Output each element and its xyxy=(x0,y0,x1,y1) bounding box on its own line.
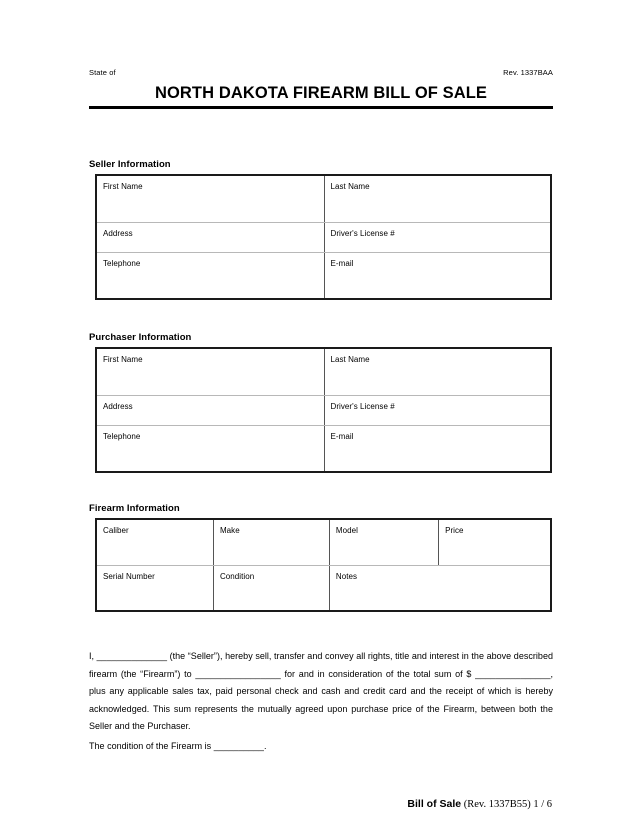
firearm-information-table xyxy=(95,518,552,612)
header-meta-row xyxy=(89,68,553,78)
firearm-section-heading: Firearm Information xyxy=(89,503,180,514)
agreement-paragraph: I, ______________ (the “Seller”), hereby sell, transfer and convey all rights, title and interest in the above described firearm (the “Firearm”) to _________________ for and in consideration of the total sum of $ _______________, plus any applicable sales tax, paid personal check and cash and credit card and the receipt of which is hereby acknowledged. This sum represents the mutually agreed upon purchase price of the Firearm, between both the Seller and the Purchaser. xyxy=(89,651,553,731)
firearm-condition-cell[interactable]: Condition xyxy=(213,566,329,610)
table-row xyxy=(97,349,550,395)
firearm-model-cell[interactable]: Model xyxy=(329,520,438,565)
table-row xyxy=(97,425,550,471)
firearm-serial-number-cell[interactable]: Serial Number xyxy=(103,572,155,581)
purchaser-section-heading: Purchaser Information xyxy=(89,332,192,343)
seller-last-name-cell[interactable]: Last Name xyxy=(324,176,551,222)
table-row xyxy=(97,252,550,298)
document-header xyxy=(89,68,553,109)
seller-information-table xyxy=(95,174,552,300)
seller-section-heading: Seller Information xyxy=(89,159,171,170)
page-footer xyxy=(407,798,552,810)
page-title: NORTH DAKOTA FIREARM BILL OF SALE xyxy=(154,84,488,102)
seller-email-cell[interactable]: E-mail xyxy=(324,253,551,298)
firearm-caliber-cell[interactable]: Caliber xyxy=(103,526,129,535)
seller-telephone-cell[interactable]: Telephone xyxy=(103,259,141,268)
title-divider xyxy=(89,106,553,109)
table-row xyxy=(97,222,550,252)
purchaser-email-cell[interactable]: E-mail xyxy=(324,426,551,471)
table-row xyxy=(97,395,550,425)
firearm-make-cell[interactable]: Make xyxy=(213,520,329,565)
table-row xyxy=(97,520,550,565)
firearm-notes-cell[interactable]: Notes xyxy=(329,566,550,610)
table-row xyxy=(97,176,550,222)
seller-drivers-license-cell[interactable]: Driver's License # xyxy=(324,223,551,252)
purchaser-telephone-cell[interactable]: Telephone xyxy=(103,432,141,441)
purchaser-last-name-cell[interactable]: Last Name xyxy=(324,349,551,395)
purchaser-address-cell[interactable]: Address xyxy=(103,402,133,411)
condition-paragraph: The condition of the Firearm is __________. xyxy=(89,741,267,751)
firearm-price-cell[interactable]: Price xyxy=(438,520,550,565)
purchaser-drivers-license-cell[interactable]: Driver's License # xyxy=(324,396,551,425)
footer-revision-page: (Rev. 1337B55) 1 / 6 xyxy=(461,799,552,810)
purchaser-first-name-cell[interactable]: First Name xyxy=(103,355,143,364)
seller-first-name-cell[interactable]: First Name xyxy=(103,182,143,191)
purchaser-information-table xyxy=(95,347,552,473)
footer-title: Bill of Sale xyxy=(407,798,462,810)
revision-code: Rev. 1337BAA xyxy=(503,68,553,77)
state-of-label: State of xyxy=(89,68,116,77)
table-row xyxy=(97,565,550,610)
seller-address-cell[interactable]: Address xyxy=(103,229,133,238)
